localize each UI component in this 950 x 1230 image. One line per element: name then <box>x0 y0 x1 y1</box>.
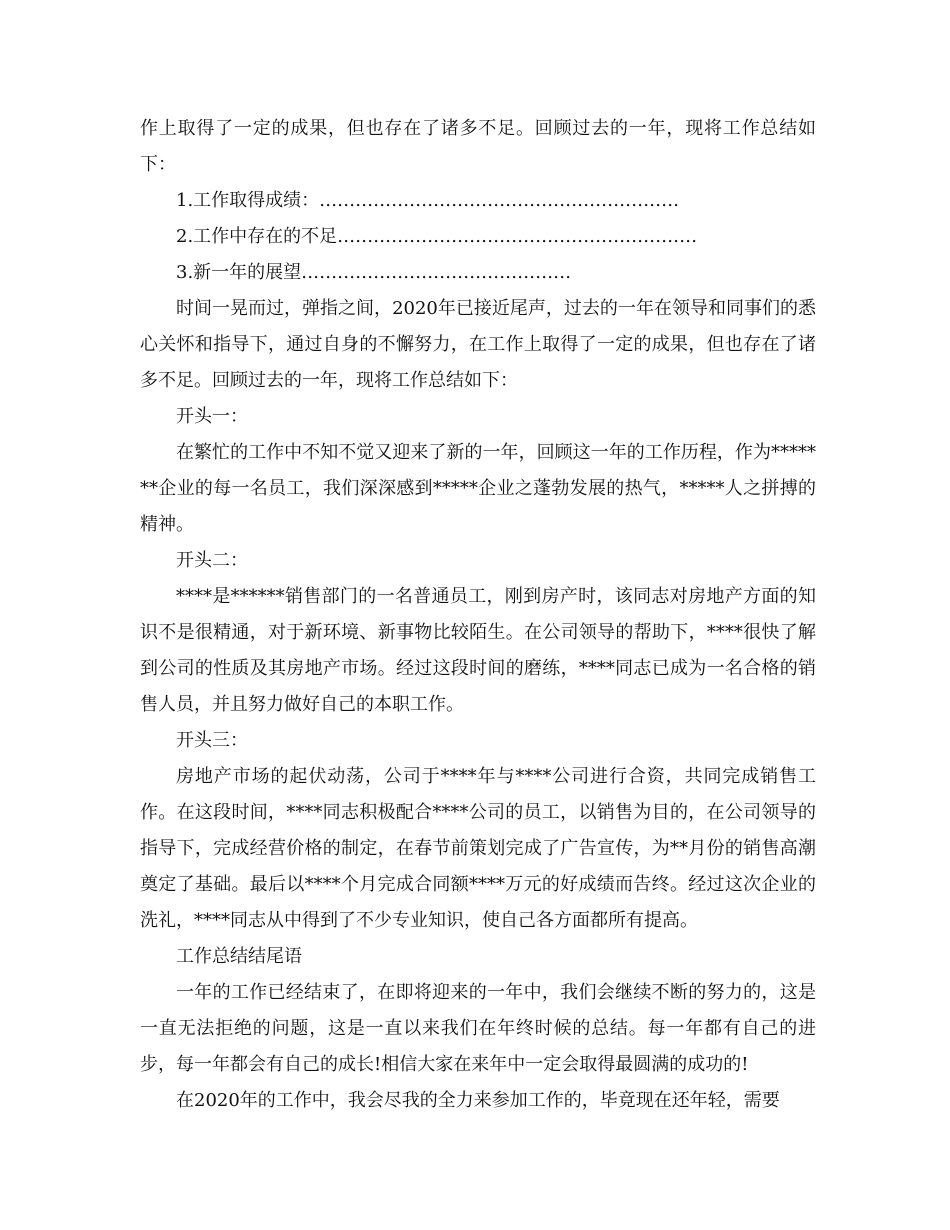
heading-opening-three: 开头三： <box>176 730 248 751</box>
paragraph-opening-two: ****是******销售部门的一名普通员工，刚到房产时，该同志对房地产方面的知识不是很精通，对于新环境、新事物比较陌生。在公司领导的帮助下，****很快了解到公司的性质及其房地产市场。经过这段时间的磨练，****同志已成为一名合格的销售人员，并且努力做好自己的本职工作。 <box>140 586 816 715</box>
list-item-shortcomings: 2.工作中存在的不足…………………………………………………… <box>176 226 698 247</box>
paragraph-time-flies: 时间一晃而过，弹指之间，2020年已接近尾声，过去的一年在领导和同事们的悉心关怀和指导下，通过自身的不懈努力，在工作上取得了一定的成果，但也存在了诸多不足。回顾过去的一年，现将工作总结如下： <box>140 298 816 391</box>
list-item-outlook: 3.新一年的展望……………………………………… <box>176 262 572 283</box>
paragraph-intro-continued: 作上取得了一定的成果，但也存在了诸多不足。回顾过去的一年，现将工作总结如下： <box>140 118 816 175</box>
paragraph-2020-work: 在2020年的工作中，我会尽我的全力来参加工作的，毕竟现在还年轻，需要 <box>176 1090 780 1111</box>
heading-closing-remarks: 工作总结结尾语 <box>176 946 302 967</box>
list-item-achievements: 1.工作取得成绩：…………………………………………………… <box>176 190 680 211</box>
paragraph-opening-three: 房地产市场的起伏动荡，公司于****年与****公司进行合资，共同完成销售工作。在这段时间，****同志积极配合****公司的员工，以销售为目的，在公司领导的指导下，完成经营价格的制定，在春节前策划完成了广告宣传，为**月份的销售高潮奠定了基础。最后以****个月完成合同额****万元的好成绩而告终。经过这次企业的洗礼，****同志从中得到了不少专业知识，使自己各方面都所有提高。 <box>140 766 816 931</box>
paragraph-closing-remarks: 一年的工作已经结束了，在即将迎来的一年中，我们会继续不断的努力的，这是一直无法拒绝的问题，这是一直以来我们在年终时候的总结。每一年都有自己的进步，每一年都会有自己的成长!相信大家在来年中一定会取得最圆满的成功的! <box>140 982 816 1075</box>
document-body <box>140 111 816 1119</box>
heading-opening-one: 开头一： <box>176 406 248 427</box>
heading-opening-two: 开头二： <box>176 550 248 571</box>
paragraph-opening-one: 在繁忙的工作中不知不觉又迎来了新的一年，回顾这一年的工作历程，作为*******企业的每一名员工，我们深深感到*****企业之蓬勃发展的热气，*****人之拼搏的精神。 <box>140 442 816 535</box>
